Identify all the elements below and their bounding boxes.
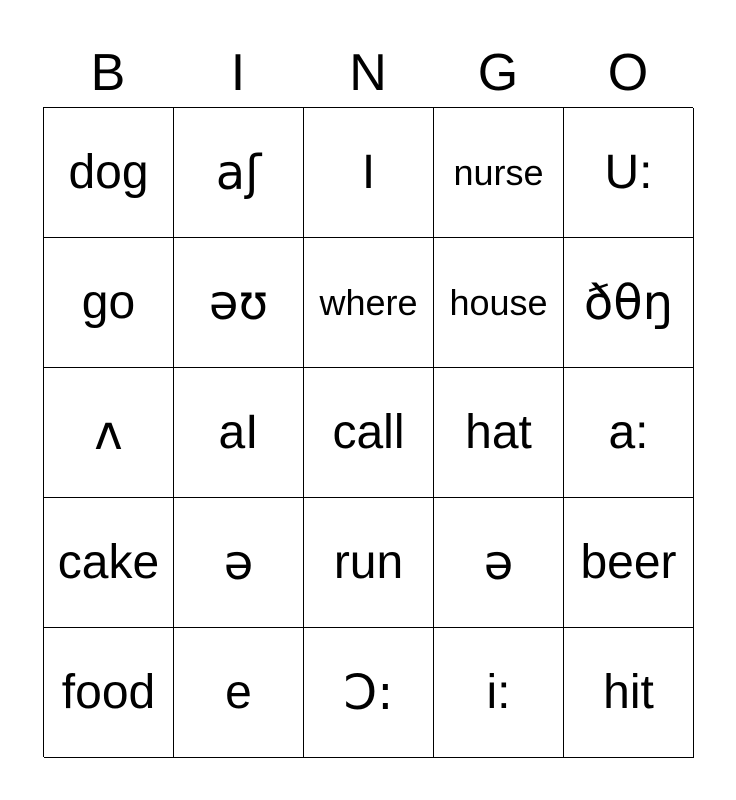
bingo-cell: house: [434, 238, 564, 368]
bingo-header: [43, 38, 693, 108]
bingo-cell: ʌ: [44, 368, 174, 498]
bingo-cell: ə: [174, 498, 304, 628]
bingo-cell: nurse: [434, 108, 564, 238]
bingo-cell: Ɔ:: [304, 628, 434, 758]
bingo-cell: where: [304, 238, 434, 368]
bingo-cell: ðθŋ: [564, 238, 694, 368]
bingo-cell: cake: [44, 498, 174, 628]
bingo-cell: call: [304, 368, 434, 498]
header-letter-n: N: [349, 44, 387, 102]
bingo-cell: hit: [564, 628, 694, 758]
bingo-grid: [43, 107, 693, 757]
bingo-cell: I: [304, 108, 434, 238]
bingo-cell: i:: [434, 628, 564, 758]
bingo-cell: dog: [44, 108, 174, 238]
bingo-cell: go: [44, 238, 174, 368]
bingo-cell: U:: [564, 108, 694, 238]
bingo-cell: aʃ: [174, 108, 304, 238]
header-letter-i: I: [230, 44, 246, 102]
bingo-cell: hat: [434, 368, 564, 498]
header-letter-o: O: [607, 44, 649, 102]
bingo-cell: əʊ: [174, 238, 304, 368]
bingo-cell: beer: [564, 498, 694, 628]
header-letter-b: B: [90, 44, 126, 102]
bingo-cell: a:: [564, 368, 694, 498]
bingo-cell: food: [44, 628, 174, 758]
bingo-cell: run: [304, 498, 434, 628]
bingo-cell: aI: [174, 368, 304, 498]
header-letter-g: G: [477, 44, 519, 102]
bingo-cell: ə: [434, 498, 564, 628]
bingo-cell: e: [174, 628, 304, 758]
